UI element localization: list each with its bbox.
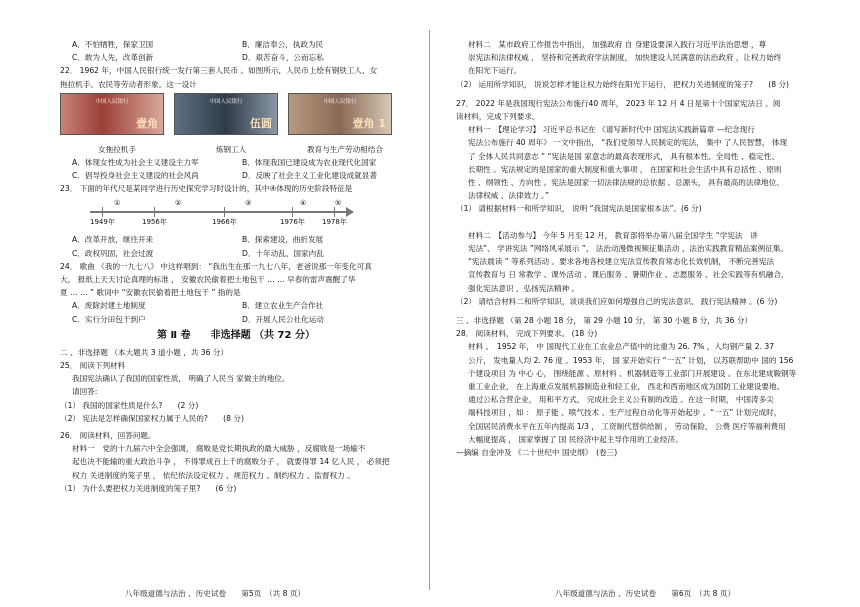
question-24: [60, 260, 412, 300]
option: A．不怕牺牲，保家卫国: [72, 40, 154, 49]
text-line: （2） 运用所学知识， 说说怎样才能让权力始终在阳光下运行， 把权力关进制度的笼子? (8 分): [456, 79, 790, 89]
question-26: [60, 429, 412, 495]
option: A．废除封建土地制度: [72, 301, 146, 311]
banknote-image: [60, 93, 164, 135]
text-line: 公斤， 发电量人均 2. 76 度 。1953 年， 国 家开始实行 “一五” 计划， 以苏联帮助中 国的 156: [468, 355, 794, 365]
page-footer: 八年级道德与法治 、历史试卷 第5页 （共 8 页）: [124, 589, 306, 598]
timeline-tick: [334, 207, 335, 217]
timeline-year: 1978年: [322, 218, 347, 227]
text-line: 材料 。 1952 年， 中 国现代工业在工农业总产值中的比重为 26. 7% ，人均钢产量 2. 37: [468, 342, 775, 352]
question-23-options: [60, 233, 412, 259]
text-line: 宪法”、 学讲宪法 ”网络风采展示 ”、 法治动漫微视频征集活动 、法治实践教育精品案例征集、: [468, 244, 789, 254]
question-21-options: [60, 38, 412, 64]
option: D．反映了社会主义工业化建设成就显著: [242, 171, 377, 181]
option-row: [60, 169, 412, 182]
text-line: 22． 1962 年，中国人民银行统一发行第三套人民币 。如图所示，人民币上绘有钢铁工人、女: [60, 66, 378, 76]
text-line: 24． 歌曲 《我的一九七八》 中这样唱到： “我出生在那一九七八年，老爸说那一年变化可真: [60, 261, 372, 271]
timeline-label: ⑤: [335, 199, 342, 208]
text-line: （2） 宪法是怎样确保国家权力属于人民的? (8 分): [60, 413, 244, 423]
option: B．建立农业生产合作社: [242, 301, 324, 311]
part-header: 二 、非选择题 （本大题共 3 道小题 ，共 36 分）: [60, 347, 229, 357]
option: C．政权巩固，社会过渡: [72, 248, 154, 258]
text-line: 起也决不能输的重大政治斗争 ， 不得罪成百上千的腐败分子 ， 就要得罪 14 亿人民 ， 必须把: [72, 457, 390, 467]
text-line: 25． 阅读下列材料: [60, 361, 126, 371]
banknote-images: [60, 93, 412, 135]
option: D．十年动乱，国家内乱: [242, 248, 324, 258]
question-24-options: [60, 299, 412, 325]
timeline-tick: [154, 207, 155, 217]
caption: 女拖拉机手: [98, 144, 136, 154]
part-header: 三 、非选择题 （第 28 小题 18 分， 第 29 小题 10 分， 第 30 小题 8 分，共 36 分）: [456, 316, 753, 326]
timeline-tick: [102, 207, 103, 217]
timeline-label: ④: [300, 199, 307, 208]
timeline-label: ②: [175, 199, 182, 208]
text-line: [456, 216, 820, 229]
text-line: 26． 阅读材料，回答问题。: [60, 431, 156, 441]
option: A．体现女性成为社会主义建设主力军: [72, 157, 199, 167]
option-row: [60, 51, 412, 64]
text-line: 崇宪法和法律权威 ， 坚持和完善政府学法制度， 加快建设人民满意的法治政府 ，让权力始终: [468, 53, 782, 63]
text-line: 宣传教育与 日 常教学 、课外活动 、课后服务 、暑期作业 、志愿服务 、社会实践等有机融合，: [468, 270, 789, 280]
timeline-tick: [224, 207, 225, 217]
text-line: 通过公私合营企业， 用和平方式， 完成社会主义公有制的改造 。在这一时期， 中国涛多尖: [468, 395, 774, 405]
text-line: （1） 请根据材料一和所学知识， 说明 “我国宪法是国家根本法”。(6 分): [456, 204, 702, 214]
caption: 炼钢工人: [215, 144, 247, 154]
text-line: 材料一 【理论学习】 习近平总书记在 《谱写新时代中 国宪法实践新篇章 —纪念现行: [468, 125, 755, 135]
text-line: （1） 为什么要把权力关进制度的笼子里? (6 分): [60, 483, 237, 493]
text-line: 在阳光下运行。: [468, 66, 522, 76]
text-line: 请回答:: [72, 387, 98, 397]
banknote-value: 伍圆: [250, 116, 272, 130]
banknote-captions: [60, 143, 412, 156]
text-line: 材料二 某市政府工作报告中指出， 加强政府 自 身建设要深入践行习近平法治思想 ，尊: [468, 40, 767, 49]
option: C．敢为人先，改革创新: [72, 53, 154, 63]
text-line: 权力 关进制度的笼子里 ， 依纪依法设定权力 、规范权力 、制约权力 、监督权力 。: [72, 470, 355, 480]
option: B．探索建设，曲折发展: [242, 235, 324, 245]
text-line: 了 全体人民共同意志 ” “宪法是国 家意志的最高表现形式， 具有根本性、全局性 、稳定性、: [468, 151, 779, 161]
banknote-value: 壹角 1: [352, 116, 386, 130]
timeline-arrow: [346, 207, 354, 217]
text-line: （1） 我国的国家性质是什么? (2 分): [60, 400, 199, 410]
option-row: [60, 299, 412, 312]
text-line: 材料一 党的十九届六中全会强调， 腐败是党长期执政的最大威胁 ，反腐败是一场输不: [72, 444, 366, 454]
banknote-title: 中国人民银行: [209, 98, 243, 105]
banknote-image: [288, 93, 392, 135]
text-line: （2） 请结合材料二和所学知识，谈谈我们应如何增强自己的宪法意识、 践行宪法精神 。(6 分): [456, 296, 778, 306]
page-footer: 八年级道德与法治 、历史试卷 第6页 （共 8 页）: [554, 589, 736, 598]
timeline-year: 1956年: [142, 218, 167, 227]
text-line: 个建设项目 为 中心 心， 围绕能源 、原材料 、机器制造等工业部门开展建设 。在东北建成鞍钢等: [468, 368, 797, 378]
text-line: 端科技项目 ，如 ： 原子能 、喷气技术 、生产过程自动化等开始起步 。“一五” 计划完成时，: [468, 408, 782, 418]
option: D．开展人民公社化运动: [242, 314, 324, 324]
timeline-year: 1976年: [280, 218, 305, 227]
question-26-material-2: [456, 38, 820, 91]
option-row: [60, 233, 412, 246]
option: B．体现我国已建设成为农业现代化国家: [242, 157, 377, 167]
text-line: 性 、纲领性 、方向性 。宪法是国家一切法律法规的总依据 、总源头， 具有最高的法律地位、: [468, 178, 784, 188]
question-25: [60, 359, 412, 425]
text-line: 夏 … … ” 歌词中 “安徽农民偷着把土地包干 ” 指的是: [60, 288, 241, 298]
timeline-year: 1966年: [212, 218, 237, 227]
text-line: 27． 2022 年是我国现行宪法公布施行40 周年， 2023 年 12 月 4 日是第十个国家宪法日 。阅: [456, 98, 781, 108]
text-line: 长期性 。宪法规定的是国家的重大制度和重大事项 ， 在国家和社会生活中具有总括性 、原则: [468, 164, 782, 174]
text-line: 强化宪法意识 ，弘扬宪法精神 。: [468, 283, 580, 293]
timeline-axis: [90, 211, 350, 213]
text-line: “宪法晨读 ” 等系列活动 。要求各地各校建立宪法宣传教育常态化长效机制， 不断完善宪法: [468, 257, 775, 267]
banknote-title: 中国人民银行: [323, 98, 357, 105]
banknote-title: 中国人民银行: [95, 98, 129, 105]
option-row: [60, 247, 412, 260]
text-line: 拖拉机手、农民等劳动者形象。这一设计: [60, 79, 197, 89]
caption: 教育与生产劳动相结合: [307, 144, 383, 154]
question-22: [60, 64, 412, 90]
option-row: [60, 313, 412, 326]
option-row: [60, 38, 412, 51]
question-23-stem: 23． 下面的年代尺是某同学进行历史探究学习时设计的，其中④体现的历史阶段特征是: [60, 184, 353, 194]
question-28: [456, 327, 820, 459]
text-line: 法律权威 、法律效力 。”: [468, 191, 549, 201]
timeline-tick: [292, 207, 293, 217]
option: A．改革开放，继往开来: [72, 235, 154, 245]
text-line: 大， 报纸上天天讨论真理的标准 ， 安徽农民偷着把土地包干 … … 早春的雷声震醒了华: [60, 275, 356, 285]
timeline-label: ③: [245, 199, 252, 208]
text-line: —摘编 自金冲及 《二十世纪中 国史纲》 (卷三): [456, 448, 618, 458]
option: B．廉洁奉公，执政为民: [242, 40, 324, 49]
text-line: 材料二 【活动参与】 今年 5 月至 12 月， 教育部将举办第八届全国学生 “学宪法 讲: [468, 230, 758, 240]
text-line: 读材料，完成下列要求。: [456, 112, 540, 122]
text-line: 我国宪法确认了我国的国家性质， 明确了人民当 家做主的地位。: [72, 374, 290, 384]
text-line: 大幅度提高 ， 国家掌握了 国 民经济中起主导作用的工业经济。: [468, 434, 683, 444]
timeline-ruler: [90, 197, 350, 231]
page-6: [430, 0, 860, 607]
section-title: 第 Ⅱ 卷 非选择题 （共 72 分）: [157, 329, 315, 341]
option: C．倡导投身社会主义建设的社会风尚: [72, 171, 199, 181]
option: C．实行分田包干到户: [72, 314, 146, 324]
question-27: [456, 97, 820, 308]
question-22-options: [60, 156, 412, 182]
option-row: [60, 156, 412, 169]
timeline-year: 1949年: [90, 218, 115, 227]
text-line: 28． 阅读材料， 完成下列要求。 (18 分): [456, 329, 598, 339]
text-line: 全国居民消费水平在五年内提高 1/3 ， 工资制代替供给制 ， 劳动保险， 公费 医疗等福利费用: [468, 421, 786, 431]
banknote-image: [174, 93, 278, 135]
timeline-label: ①: [114, 199, 121, 208]
option: D．艰苦奋斗，公而忘私: [242, 53, 324, 63]
banknote-value: 壹角: [136, 116, 158, 130]
text-line: 宪法公布施行 40 周年》 一文中指出， “我们党领导人民制定的宪法， 集中 了人民智慧， 体现: [468, 138, 788, 148]
text-line: 重工业企业， 在上海重点发展机器制造业和轻工业， 西北和西南地区成为国防工业建设要地。: [468, 382, 785, 392]
